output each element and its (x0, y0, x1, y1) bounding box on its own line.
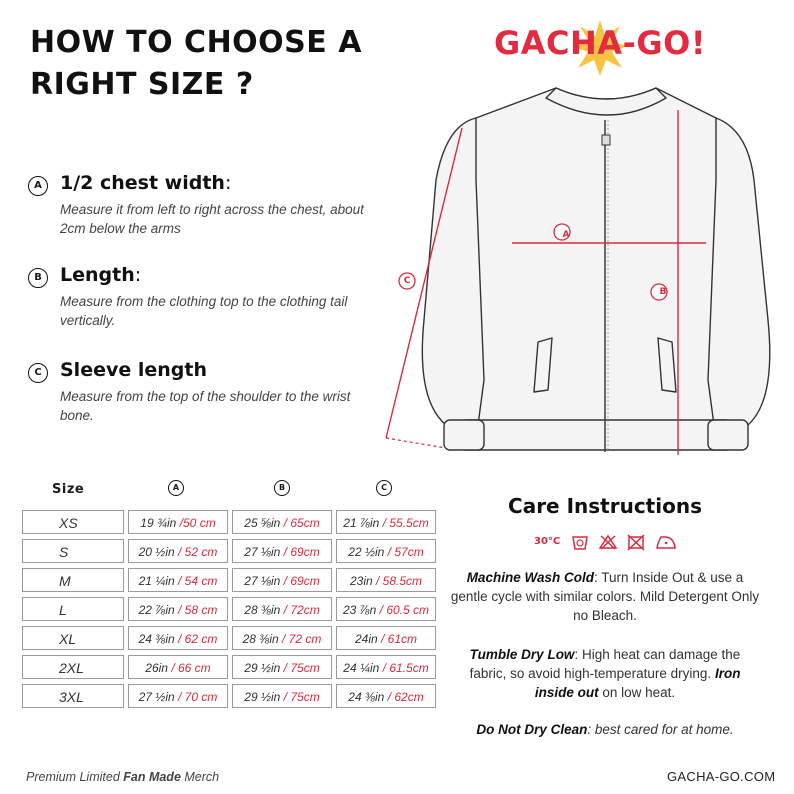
no-dry-clean-icon (626, 532, 646, 552)
table-row: 2XL (22, 655, 124, 679)
diagram-label-b: B (659, 287, 667, 297)
care-title: Care Instructions (508, 494, 702, 518)
care-wash-bold: Machine Wash Cold (466, 570, 594, 585)
table-row: S (22, 539, 124, 563)
table-row: 3XL (22, 684, 124, 708)
measurement-c-desc: Measure from the top of the shoulder to the wrist bone. (60, 389, 351, 423)
brand-logo (488, 18, 728, 76)
diagram-label-c: C (403, 276, 411, 286)
measurement-b-title: Length (60, 264, 135, 286)
wash-30-icon: 30°C (534, 536, 561, 547)
table-header-c: C (376, 480, 392, 496)
measurement-a-title: 1/2 chest width (60, 172, 225, 194)
measurement-b-desc: Measure from the clothing top to the clothing tail vertically. (60, 294, 348, 328)
care-dryclean-text: Do Not Dry Clean: best cared for at home. (476, 722, 734, 737)
table-header-a: A (168, 480, 184, 496)
iron-inside-out-icon (654, 532, 678, 552)
logo-text: GACHA-GO! (494, 24, 706, 62)
measurement-a-colon: : (224, 172, 232, 194)
care-dry-bold: Tumble Dry Low (469, 647, 575, 662)
measurement-a-badge: A (28, 176, 48, 196)
table-row: L (22, 597, 124, 621)
footer-website: GACHA-GO.COM (667, 769, 776, 784)
measurement-a-desc: Measure it from left to right across the chest, about 2cm below the arms (60, 202, 364, 236)
measurement-c-title: Sleeve length (60, 359, 207, 381)
care-iron-bold: Iron inside out (534, 666, 741, 700)
table-header-size: Size (52, 482, 85, 497)
table-row: M (22, 568, 124, 592)
jacket-diagram (376, 80, 786, 465)
page-title: HOW TO CHOOSE A RIGHT SIZE ? (30, 25, 362, 102)
table-header-b: B (274, 480, 290, 496)
footer-tagline: Premium Limited Fan Made Merch (26, 770, 220, 784)
diagram-label-a: A (562, 230, 570, 240)
size-table: XS 19 ¾in /50 cm 25 ⅝in / 65cm 21 ⅞in / 55.5cm S 20 ½in / 52 cm 27 ⅛in / 69cm 22 ½in / 57cm M 21 ¼in / 54 cm 27 ⅛in / 69cm 23in / 58.5cm L 22 ⅞in / 58 cm 28 ⅜in / 72cm 23 ⅞n / 60.5 cm XL 24 ⅜in / 62 cm 28 ⅜in / 72 cm 24in / 61cm 2XL 26in / 66 cm 29 ½in / 75cm 24 ¼in / 61.5cm 3XL 27 ½in / 70 cm 29 ½in / 75cm 24 ⅜in / 62cm (22, 510, 436, 718)
measurement-c-badge: C (28, 363, 48, 383)
table-row: XL (22, 626, 124, 650)
no-bleach-icon (570, 532, 590, 552)
care-dryclean-bold: Do Not Dry Clean (476, 722, 588, 737)
measurement-b-badge: B (28, 268, 48, 288)
tumble-dry-low-icon (598, 532, 618, 552)
measurement-b-colon: : (134, 264, 142, 286)
care-dry-text: Tumble Dry Low: High heat can damage the fabric, so avoid high-temperature drying. Iron inside out on low heat. (469, 647, 741, 700)
care-wash-text: Machine Wash Cold: Turn Inside Out & use a gentle cycle with similar colors. Mild Detergent Only no Bleach. (450, 570, 760, 623)
table-row: XS (22, 510, 124, 534)
